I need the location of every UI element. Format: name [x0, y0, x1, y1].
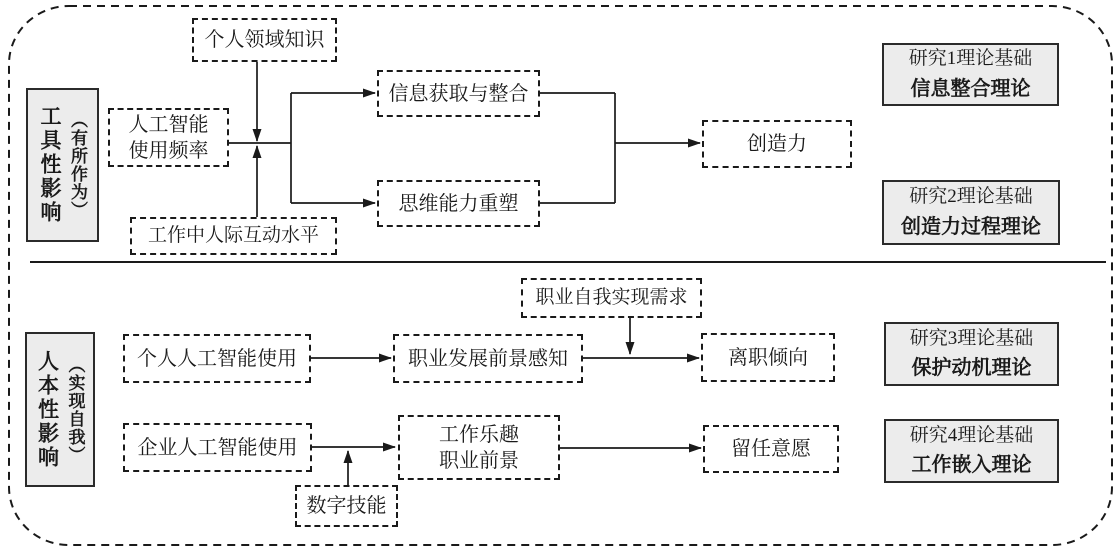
box-label: 企业人工智能使用	[137, 436, 298, 459]
box-label: 职业自我实现需求	[535, 286, 688, 308]
box-label: 思维能力重塑	[398, 192, 519, 215]
side-label-humanistic-impact	[25, 332, 95, 487]
theory-name: 创造力过程理论	[901, 215, 1041, 238]
box-label: 信息获取与整合	[388, 82, 529, 105]
theory-title: 研究1理论基础	[908, 48, 1033, 70]
box-turnover-intention	[701, 333, 835, 382]
side-label-instrumental-impact	[26, 88, 99, 242]
box-label-line1: 工作乐趣	[439, 423, 519, 446]
box-label-line2: 职业前景	[439, 449, 519, 472]
theory-name: 保护动机理论	[911, 357, 1032, 380]
box-personal-domain-knowledge	[192, 18, 337, 62]
box-label: 工作中人际互动水平	[147, 224, 319, 246]
box-label: 个人人工智能使用	[137, 347, 297, 370]
theory-box-study2	[882, 180, 1060, 245]
box-career-self-actualization-need	[521, 278, 702, 318]
box-label-line2: 使用频率	[128, 139, 209, 162]
box-label-line1: 人工智能	[128, 113, 209, 136]
box-work-fun-career-prospect	[398, 415, 560, 480]
side-label-annotation-text: （实现自我）	[65, 355, 85, 464]
box-enterprise-ai-use	[123, 423, 312, 472]
box-digital-skills	[295, 485, 398, 527]
box-label: 离职倾向	[728, 346, 808, 369]
box-label: 个人领域知识	[204, 29, 325, 51]
box-info-acquisition-integration	[377, 70, 540, 117]
box-interpersonal-interaction-level	[130, 217, 337, 255]
box-label: 创造力	[747, 133, 807, 155]
box-label: 留任意愿	[731, 438, 811, 460]
merge-lines	[540, 93, 615, 203]
theory-title: 研究4理论基础	[909, 424, 1034, 446]
theory-title: 研究2理论基础	[909, 186, 1033, 208]
box-career-prospect-perception	[393, 334, 583, 383]
box-personal-ai-use	[123, 334, 311, 383]
box-label: 数字技能	[306, 495, 387, 517]
theory-name: 信息整合理论	[910, 77, 1031, 100]
box-label: 职业发展前景感知	[408, 347, 568, 370]
side-label-main-text: 人本性影响	[35, 349, 60, 470]
box-retention-intention	[703, 425, 839, 473]
box-ai-use-frequency	[108, 108, 229, 167]
side-label-annotation-text: （有所作为）	[68, 111, 87, 219]
theory-box-study1	[882, 43, 1059, 106]
theory-box-study4	[884, 419, 1059, 483]
side-label-main-text: 工具性影响	[38, 105, 62, 225]
box-creativity	[702, 120, 852, 168]
box-thinking-ability-reshape	[377, 180, 540, 227]
theory-box-study3	[884, 322, 1059, 386]
theory-title: 研究3理论基础	[909, 327, 1034, 349]
theory-name: 工作嵌入理论	[911, 454, 1032, 477]
